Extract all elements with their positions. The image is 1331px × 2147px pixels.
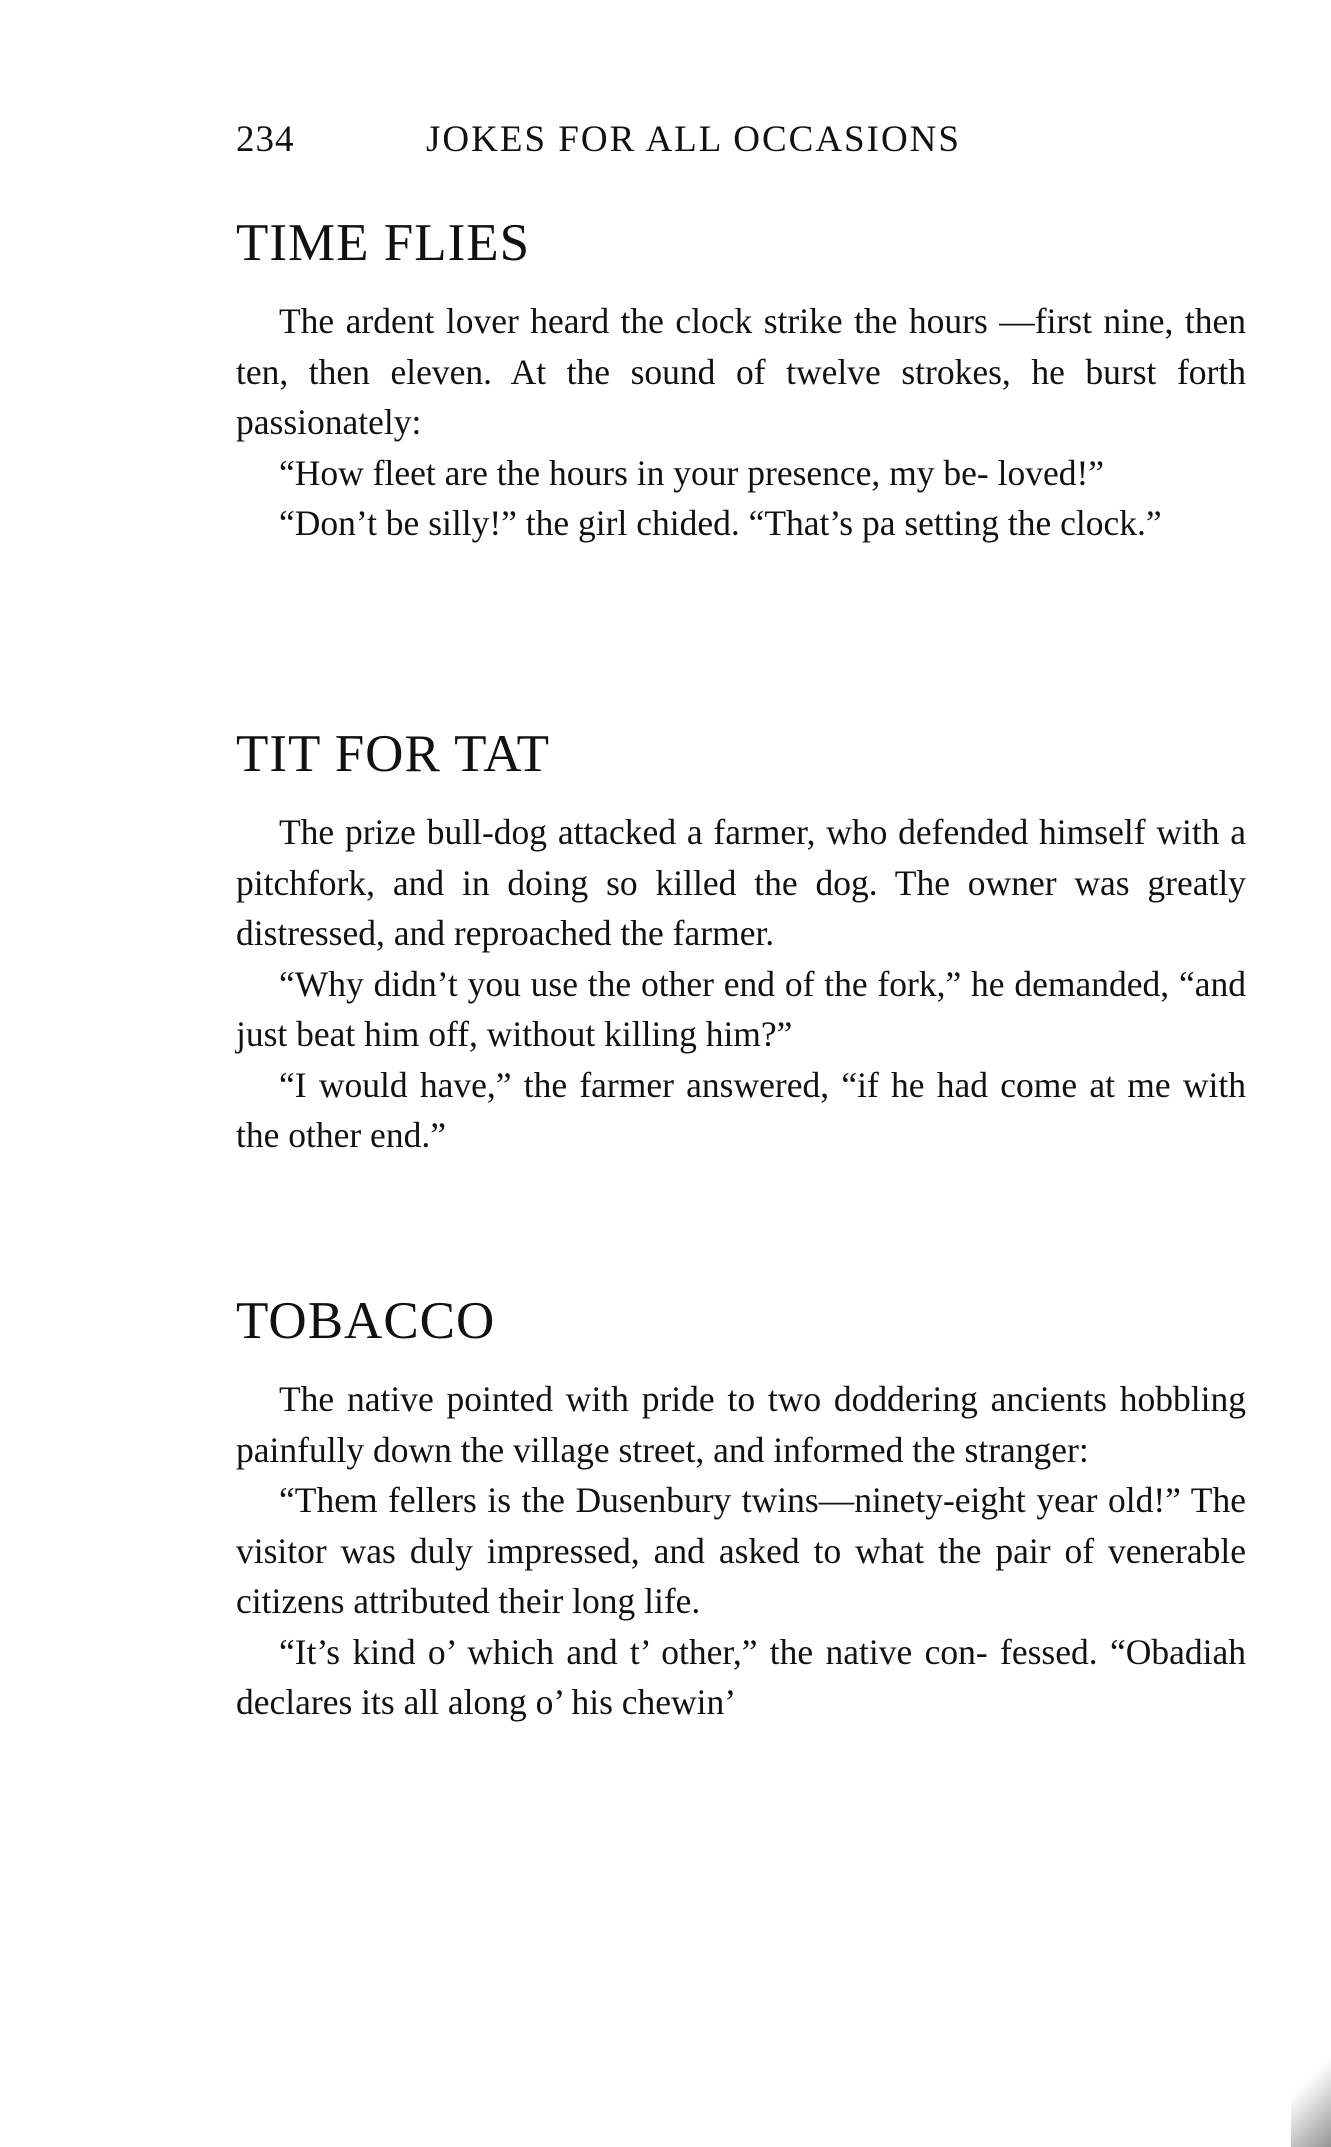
joke-section-time-flies (236, 212, 1246, 549)
page-number: 234 (236, 119, 295, 160)
section-title: TOBACCO (236, 1292, 496, 1350)
section-title: TIT FOR TAT (236, 725, 550, 783)
paragraph: “How fleet are the hours in your presence, my be- loved!” (279, 452, 1105, 493)
paragraph: “Them fellers is the Dusenbury twins—ninety-eight year old!” The visitor was duly impressed, and asked to what the pair of venerable citizens attributed their long life. (236, 1480, 1246, 1621)
paragraph: “It’s kind o’ which and t’ other,” the native con- fessed. “Obadiah declares its all along o’ his chewin’ (236, 1631, 1246, 1722)
paragraph: The native pointed with pride to two doddering ancients hobbling painfully down the village street, and informed the stranger: (236, 1379, 1246, 1470)
joke-section-tobacco (236, 1290, 1246, 1728)
book-title: JOKES FOR ALL OCCASIONS (426, 119, 961, 160)
section-title: TIME FLIES (236, 214, 531, 272)
paragraph: The prize bull-dog attacked a farmer, who defended himself with a pitchfork, and in doing so killed the dog. The owner was greatly distressed, and reproached the farmer. (236, 812, 1246, 953)
paragraph: “Why didn’t you use the other end of the fork,” he demanded, “and just beat him off, without killing him?” (236, 963, 1246, 1054)
page-edge-smudge (1291, 2037, 1331, 2147)
paragraph: “Don’t be silly!” the girl chided. “That’s pa setting the clock.” (279, 503, 1162, 543)
running-head (236, 118, 1246, 168)
joke-section-tit-for-tat (236, 723, 1246, 1161)
paragraph: “I would have,” the farmer answered, “if he had come at me with the other end.” (236, 1064, 1246, 1155)
paragraph: The ardent lover heard the clock strike the hours —first nine, then ten, then eleven. At the sound of twelve strokes, he burst forth passionately: (236, 301, 1246, 442)
